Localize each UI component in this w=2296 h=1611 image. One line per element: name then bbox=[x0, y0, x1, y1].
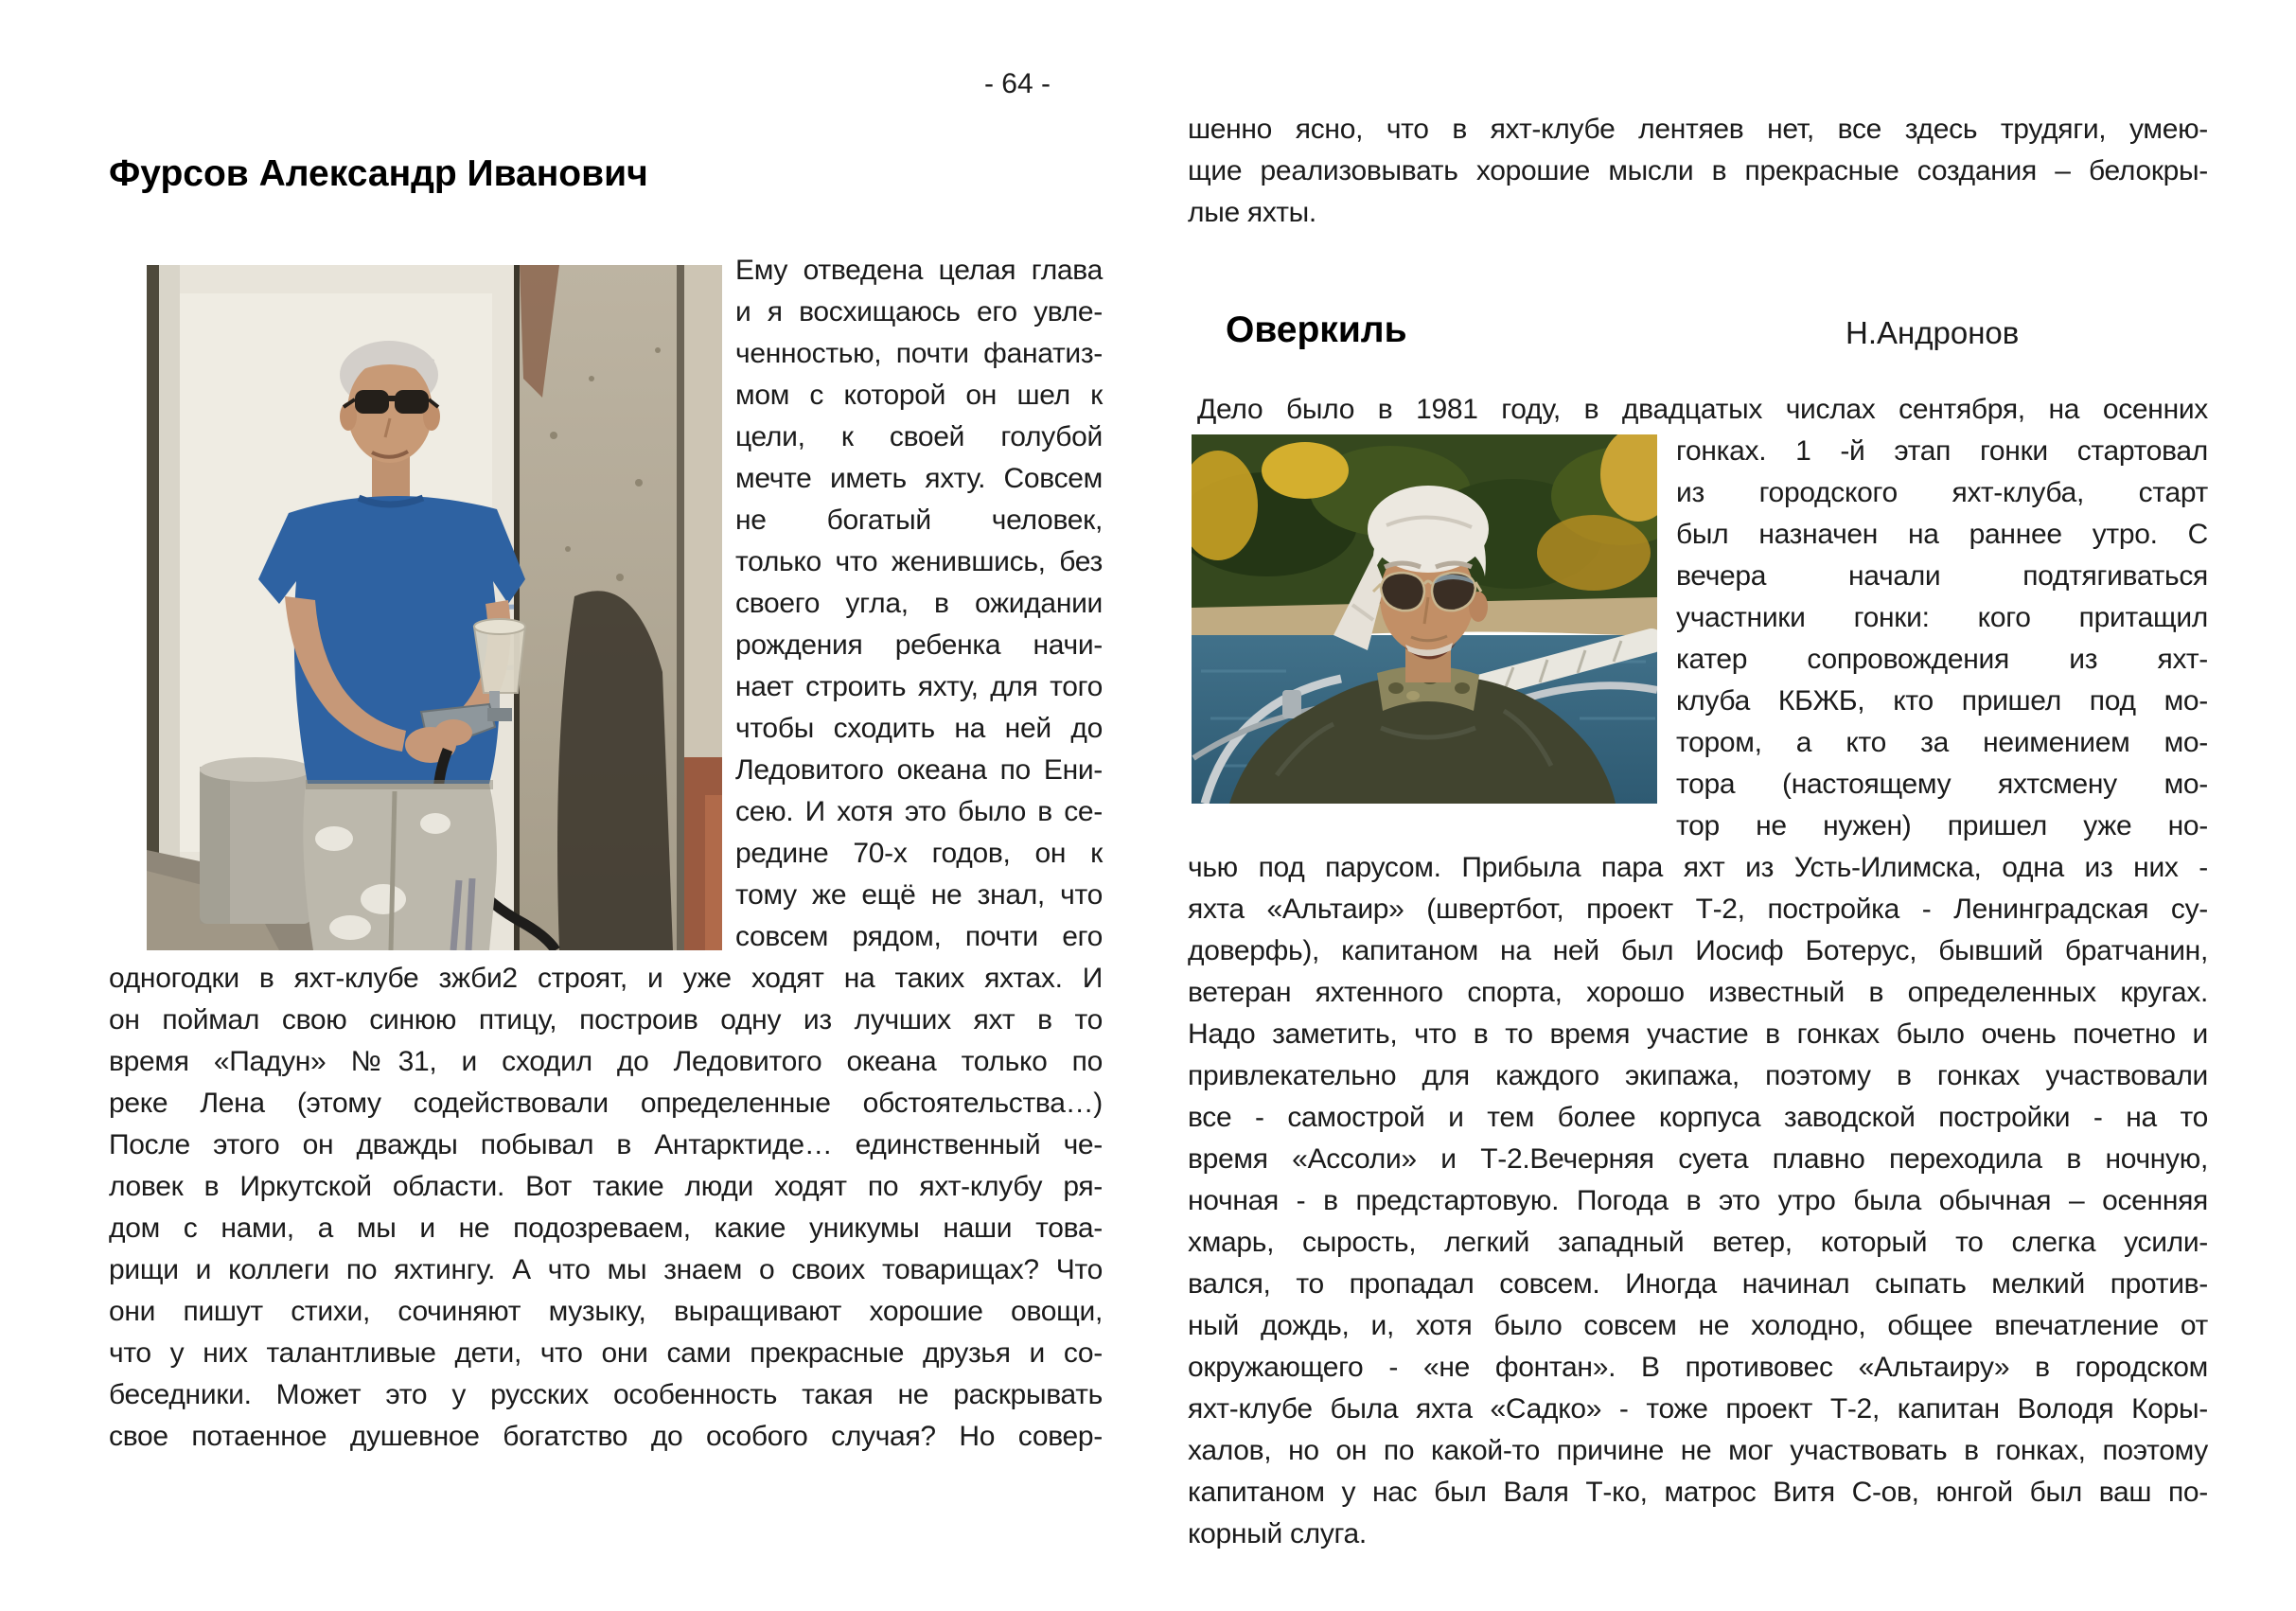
author-byline: Н.Андронов bbox=[1846, 315, 2020, 350]
text-line: они пишут стихи, сочиняют музыку, выращивают хорошие овощи, bbox=[109, 1296, 1103, 1327]
intro-continuation-text bbox=[1188, 109, 2208, 234]
overkil-full-text bbox=[1188, 847, 2208, 1555]
photo-man-spray-painting bbox=[147, 265, 722, 950]
text-line: реке Лена (этому содействовали определенные обстоятельства…) bbox=[109, 1088, 1103, 1119]
text-line: одногодки в яхт-клубе зжби2 строят, и уже ходят на таких яхтах. И bbox=[109, 963, 1103, 994]
article-body-fursov bbox=[109, 250, 1103, 1458]
page-number: - 64 - bbox=[983, 68, 1051, 99]
text-line: ночная - в предстартовую. Погода в это утро была обычная – осенняя bbox=[1188, 1185, 2208, 1216]
right-column bbox=[1188, 109, 2208, 1555]
photo-man-on-boat-illustration bbox=[1192, 434, 1657, 804]
left-column bbox=[109, 151, 1103, 1458]
text-line: После этого он дважды побывал в Антарктиде… единственный че- bbox=[109, 1129, 1103, 1160]
photo-man-spray-painting-illustration bbox=[147, 265, 722, 950]
bucket bbox=[200, 757, 311, 924]
text-line: из городского яхт-клуба, старт bbox=[1676, 477, 2208, 508]
text-line: ветеран яхтенного спорта, хорошо известный в определенных кругах. bbox=[1188, 977, 2208, 1008]
text-line: рождения ребенка начи- bbox=[735, 629, 1103, 661]
text-line: тор не нужен) пришел уже но- bbox=[1676, 810, 2208, 841]
text-line: свое потаенное душевное богатство до особого случая? Но совер- bbox=[109, 1421, 1103, 1452]
text-line: чью под парусом. Прибыла пара яхт из Усть-Илимска, одна из них - bbox=[1188, 852, 2208, 883]
text-line: не богатый человек, bbox=[735, 505, 1103, 536]
photo-man-in-bandana-on-boat bbox=[1192, 434, 1657, 804]
text-line: беседники. Может это у русских особенность такая не раскрывать bbox=[109, 1379, 1103, 1410]
text-line: лые яхты. bbox=[1188, 197, 1316, 228]
text-line: щие реализовывать хорошие мысли в прекрасные создания – белокры- bbox=[1188, 155, 2208, 186]
spray-cup bbox=[474, 627, 525, 693]
text-line: мечте иметь яхту. Совсем bbox=[735, 463, 1103, 494]
text-line: тором, а кто за неимением мо- bbox=[1676, 727, 2208, 758]
text-line: редине 70-х годов, он к bbox=[735, 838, 1103, 869]
text-line: Ему отведена целая глава bbox=[735, 255, 1103, 286]
text-line: рищи и коллеги по яхтингу. А что мы знаем о своих товарищах? Что bbox=[109, 1254, 1103, 1285]
text-line: участники гонки: кого притащил bbox=[1676, 602, 2208, 633]
text-line: ченностью, почти фанатиз- bbox=[735, 338, 1103, 369]
text-line: Ледовитого океана по Ени- bbox=[735, 754, 1103, 786]
text-line: время «Падун» №31, и сходил до Ледовитого океана только по bbox=[109, 1046, 1103, 1077]
text-line: сею. И хотя это было в се- bbox=[735, 796, 1103, 827]
article-body-overkil bbox=[1188, 389, 2208, 1555]
text-line: капитаном у нас был Валя Т-ко, матрос Витя С-ов, юнгой был ваш по- bbox=[1188, 1477, 2208, 1508]
text-line: что у них талантливые дети, что они сами прекрасные друзья и со- bbox=[109, 1337, 1103, 1369]
text-line: гонках. 1 -й этап гонки стартовал bbox=[1676, 435, 2208, 467]
text-line: катер сопровождения из яхт- bbox=[1676, 644, 2208, 675]
fursov-full-text bbox=[109, 958, 1103, 1458]
text-line: корный слуга. bbox=[1188, 1518, 1367, 1549]
text-line: был назначен на раннее утро. С bbox=[1676, 519, 2208, 550]
text-line: шенно ясно, что в яхт-клубе лентяев нет, все здесь трудяги, умею- bbox=[1188, 114, 2208, 145]
text-line: тому же ещё не знал, что bbox=[735, 879, 1103, 911]
text-line: клуба КБЖБ, кто пришел под мо- bbox=[1676, 685, 2208, 717]
text-line: своего угла, в ожидании bbox=[735, 588, 1103, 619]
text-line: вечера начали подтягиваться bbox=[1676, 560, 2208, 592]
text-line: окружающего - «не фонтан». В противовес «Альтаиру» в городском bbox=[1188, 1352, 2208, 1383]
text-line: все - самострой и тем более корпуса заводской постройки - на то bbox=[1188, 1102, 2208, 1133]
text-line: Надо заметить, что в то время участие в гонках было очень почетно и bbox=[1188, 1018, 2208, 1050]
text-line: ный дождь, и, хотя было совсем не холодно, общее впечатление от bbox=[1188, 1310, 2208, 1341]
concrete-pillar bbox=[514, 265, 722, 950]
text-line: Дело было в 1981 году, в двадцатых числах сентября, на осенних bbox=[1197, 394, 2208, 425]
text-line: и я восхищаюсь его увле- bbox=[735, 296, 1103, 328]
text-line: совсем рядом, почти его bbox=[735, 921, 1103, 952]
text-line: доверфь), капитаном на ней был Иосиф Ботерус, бывший братчанин, bbox=[1188, 935, 2208, 966]
text-line: тора (настоящему яхтсмену мо- bbox=[1676, 769, 2208, 800]
text-line: хмарь, сырость, легкий западный ветер, который то слегка усили- bbox=[1188, 1227, 2208, 1258]
text-line: яхта «Альтаир» (швертбот, проект Т-2, постройка - Ленинградская су- bbox=[1188, 894, 2208, 925]
text-line: ловек в Иркутской области. Вот такие люди ходят по яхт-клубу ря- bbox=[109, 1171, 1103, 1202]
text-line: привлекательно для каждого экипажа, поэтому в гонках участвовали bbox=[1188, 1060, 2208, 1091]
text-line: только что женившись, без bbox=[735, 546, 1103, 577]
text-line: время «Ассоли» и Т-2.Вечерняя суета плавно переходила в ночную, bbox=[1188, 1143, 2208, 1175]
text-line: вался, то пропадал совсем. Иногда начинал сыпать мелкий против- bbox=[1188, 1268, 2208, 1300]
text-line: он поймал свою синюю птицу, построив одну из лучших яхт в то bbox=[109, 1004, 1103, 1036]
text-line: чтобы сходить на ней до bbox=[735, 713, 1103, 744]
work-pants bbox=[303, 780, 497, 950]
article-heading-fursov: Фурсов Александр Иванович bbox=[109, 153, 648, 194]
text-line: мом с которой он шел к bbox=[735, 380, 1103, 411]
overkil-heading-row bbox=[1188, 308, 2208, 357]
text-line: халов, но он по какой-то причине не мог участвовать в гонках, поэтому bbox=[1188, 1435, 2208, 1466]
text-line: яхт-клубе была яхта «Садко» - тоже проект Т-2, капитан Володя Коры- bbox=[1188, 1393, 2208, 1425]
text-line: дом с нами, а мы и не подозреваем, какие уникумы наши това- bbox=[109, 1213, 1103, 1244]
article-heading-overkil: Оверкиль bbox=[1226, 310, 1407, 350]
text-line: цели, к своей голубой bbox=[735, 421, 1103, 452]
text-line: нает строить яхту, для того bbox=[735, 671, 1103, 702]
